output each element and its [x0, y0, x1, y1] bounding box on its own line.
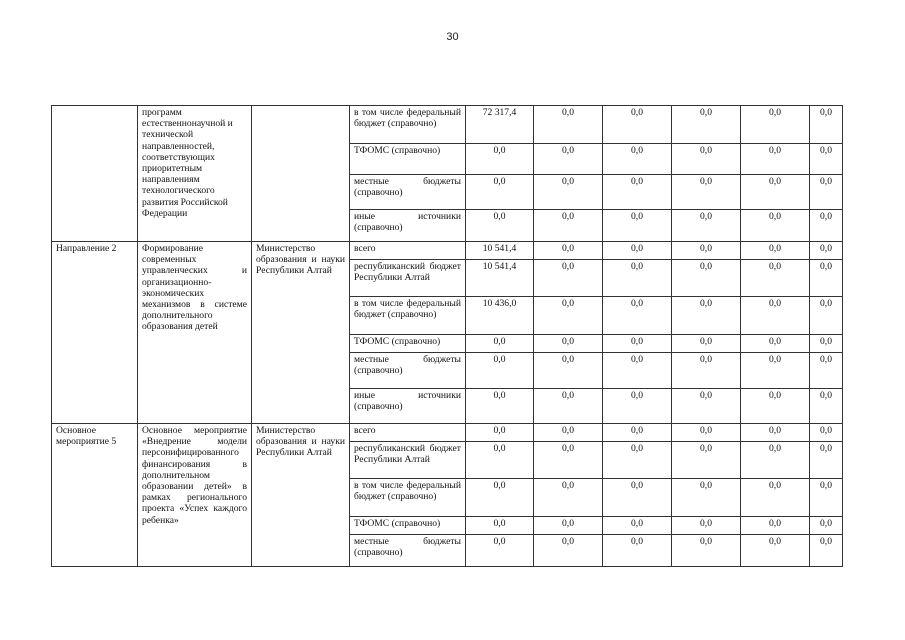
amount-cell-text: 0,0: [493, 425, 506, 436]
amount-cell: [466, 353, 534, 389]
amount-cell-text: 0,0: [493, 536, 506, 547]
amount-cell: [603, 335, 672, 353]
funding-source-cell: [350, 242, 466, 260]
amount-cell-text: 0,0: [700, 518, 712, 529]
amount-cell-text: 0,0: [562, 443, 574, 454]
amount-cell-text: 0,0: [700, 145, 712, 156]
amount-cell: [810, 335, 843, 353]
amount-cell: [534, 242, 603, 260]
amount-cell-text: 0,0: [769, 145, 781, 156]
funding-source-cell: [350, 479, 466, 517]
item-title-cell-text: программ естественнонаучной и технической направленностей, соответствующих приоритетным направлениям технологического развития Российской Федерации: [142, 107, 233, 219]
amount-cell-text: 0,0: [700, 425, 712, 436]
executor-cell-text: Министерство образования и науки Республики Алтай: [256, 425, 345, 459]
amount-cell: [603, 442, 672, 479]
amount-cell: [810, 353, 843, 389]
amount-cell-text: 0,0: [769, 518, 781, 529]
amount-cell: [603, 210, 672, 242]
amount-cell: [741, 144, 810, 175]
amount-cell-text: 0,0: [700, 211, 712, 222]
budget-table: [51, 105, 843, 567]
amount-cell-text: 0,0: [562, 243, 574, 254]
amount-cell-text: 0,0: [700, 480, 712, 491]
amount-cell: [534, 479, 603, 517]
amount-cell: [741, 297, 810, 335]
funding-source-cell: [350, 297, 466, 335]
amount-cell: [672, 297, 741, 335]
amount-cell-text: 0,0: [769, 211, 781, 222]
amount-cell: [603, 144, 672, 175]
item-code-cell: [52, 424, 138, 567]
amount-cell-text: 10 541,4: [482, 243, 517, 254]
funding-source-cell: [350, 260, 466, 297]
amount-cell: [534, 260, 603, 297]
amount-cell: [603, 517, 672, 535]
amount-cell-text: 0,0: [562, 336, 574, 347]
amount-cell: [672, 106, 741, 144]
funding-source-cell-text: ТФОМС (справочно): [354, 145, 441, 156]
funding-source-cell-text: республиканский бюджет Республики Алтай: [354, 443, 461, 466]
amount-cell-text: 0,0: [562, 354, 574, 365]
table-row: [52, 242, 843, 260]
amount-cell: [534, 175, 603, 210]
amount-cell: [466, 389, 534, 424]
amount-cell-text: 0,0: [769, 480, 781, 491]
amount-cell-text: 0,0: [820, 336, 832, 347]
executor-cell: [252, 242, 350, 424]
amount-cell-text: 0,0: [820, 298, 832, 309]
amount-cell: [603, 106, 672, 144]
amount-cell: [672, 479, 741, 517]
amount-cell-text: 0,0: [700, 261, 712, 272]
executor-cell: [252, 424, 350, 567]
funding-source-cell-text: ТФОМС (справочно): [354, 518, 441, 529]
item-code-cell: [52, 106, 138, 242]
item-title-cell-text: Формирование современных управленческих и организационно-экономических механизмов в системе дополнительного образования детей: [142, 243, 247, 333]
amount-cell: [810, 210, 843, 242]
amount-cell-text: 0,0: [700, 298, 712, 309]
amount-cell: [534, 297, 603, 335]
amount-cell: [810, 479, 843, 517]
amount-cell: [466, 517, 534, 535]
amount-cell-text: 0,0: [769, 107, 781, 118]
amount-cell-text: 0,0: [769, 261, 781, 272]
item-title-cell: [138, 106, 252, 242]
executor-cell: [252, 106, 350, 242]
amount-cell-text: 0,0: [562, 536, 574, 547]
funding-source-cell-text: республиканский бюджет Республики Алтай: [354, 261, 461, 284]
funding-source-cell-text: всего: [354, 425, 376, 436]
amount-cell-text: 0,0: [769, 536, 781, 547]
amount-cell: [672, 424, 741, 442]
amount-cell-text: 0,0: [700, 243, 712, 254]
amount-cell: [466, 106, 534, 144]
amount-cell: [810, 144, 843, 175]
amount-cell-text: 0,0: [700, 354, 712, 365]
amount-cell-text: 0,0: [493, 145, 506, 156]
amount-cell-text: 0,0: [631, 243, 643, 254]
amount-cell: [741, 517, 810, 535]
amount-cell-text: 0,0: [631, 298, 643, 309]
amount-cell-text: 0,0: [769, 298, 781, 309]
amount-cell: [534, 106, 603, 144]
amount-cell: [603, 479, 672, 517]
amount-cell: [603, 389, 672, 424]
funding-source-cell: [350, 335, 466, 353]
executor-cell-text: Министерство образования и науки Республики Алтай: [256, 243, 345, 277]
amount-cell-text: 0,0: [493, 176, 506, 187]
amount-cell: [672, 260, 741, 297]
amount-cell: [534, 210, 603, 242]
amount-cell-text: 0,0: [493, 211, 506, 222]
funding-source-cell: [350, 353, 466, 389]
amount-cell: [672, 517, 741, 535]
amount-cell: [534, 335, 603, 353]
amount-cell-text: 0,0: [820, 354, 832, 365]
amount-cell: [466, 297, 534, 335]
funding-source-cell-text: в том числе федеральный бюджет (справочно): [354, 107, 461, 130]
funding-source-cell: [350, 424, 466, 442]
amount-cell: [534, 144, 603, 175]
amount-cell-text: 0,0: [493, 443, 506, 454]
amount-cell-text: 0,0: [631, 536, 643, 547]
amount-cell: [741, 389, 810, 424]
amount-cell: [672, 535, 741, 567]
amount-cell-text: 0,0: [493, 390, 506, 401]
amount-cell-text: 0,0: [562, 145, 574, 156]
item-code-cell-text: Основное мероприятие 5: [56, 425, 117, 448]
amount-cell: [741, 353, 810, 389]
amount-cell-text: 0,0: [493, 480, 506, 491]
amount-cell-text: 10 436,0: [482, 298, 517, 309]
amount-cell: [603, 297, 672, 335]
amount-cell: [672, 210, 741, 242]
amount-cell: [741, 242, 810, 260]
funding-source-cell-text: в том числе федеральный бюджет (справочно): [354, 298, 461, 321]
amount-cell: [672, 353, 741, 389]
amount-cell: [672, 242, 741, 260]
amount-cell-text: 0,0: [631, 145, 643, 156]
amount-cell-text: 0,0: [769, 176, 781, 187]
amount-cell-text: 0,0: [562, 176, 574, 187]
amount-cell-text: 0,0: [820, 518, 832, 529]
amount-cell: [810, 106, 843, 144]
table-row: [52, 424, 843, 442]
amount-cell-text: 0,0: [562, 425, 574, 436]
amount-cell-text: 0,0: [700, 443, 712, 454]
amount-cell: [534, 535, 603, 567]
amount-cell: [466, 175, 534, 210]
amount-cell-text: 0,0: [820, 243, 832, 254]
amount-cell: [466, 479, 534, 517]
funding-source-cell: [350, 106, 466, 144]
funding-source-cell-text: в том числе федеральный бюджет (справочно): [354, 480, 461, 503]
amount-cell: [741, 335, 810, 353]
amount-cell-text: 0,0: [631, 443, 643, 454]
amount-cell-text: 0,0: [631, 425, 643, 436]
amount-cell-text: 0,0: [562, 480, 574, 491]
amount-cell: [810, 535, 843, 567]
item-title-cell: [138, 242, 252, 424]
funding-source-cell-text: местные бюджеты (справочно): [354, 354, 461, 377]
amount-cell: [810, 389, 843, 424]
amount-cell: [672, 442, 741, 479]
budget-table-body: [52, 106, 843, 567]
amount-cell: [672, 175, 741, 210]
funding-source-cell: [350, 442, 466, 479]
amount-cell-text: 0,0: [820, 107, 832, 118]
amount-cell-text: 0,0: [769, 336, 781, 347]
amount-cell: [466, 424, 534, 442]
amount-cell-text: 0,0: [820, 390, 832, 401]
amount-cell-text: 0,0: [562, 390, 574, 401]
amount-cell-text: 0,0: [769, 443, 781, 454]
amount-cell: [534, 517, 603, 535]
amount-cell-text: 0,0: [700, 336, 712, 347]
amount-cell: [466, 335, 534, 353]
funding-source-cell-text: иные источники (справочно): [354, 211, 461, 234]
amount-cell: [466, 260, 534, 297]
amount-cell-text: 0,0: [562, 107, 574, 118]
amount-cell: [810, 297, 843, 335]
amount-cell: [810, 517, 843, 535]
funding-source-cell: [350, 389, 466, 424]
amount-cell-text: 0,0: [820, 425, 832, 436]
amount-cell-text: 0,0: [631, 518, 643, 529]
amount-cell-text: 72 317,4: [482, 107, 517, 118]
amount-cell: [534, 442, 603, 479]
funding-source-cell: [350, 517, 466, 535]
amount-cell-text: 0,0: [769, 243, 781, 254]
amount-cell-text: 10 541,4: [482, 261, 517, 272]
funding-source-cell-text: местные бюджеты (справочно): [354, 536, 461, 559]
amount-cell-text: 0,0: [820, 261, 832, 272]
amount-cell: [741, 260, 810, 297]
amount-cell: [466, 210, 534, 242]
amount-cell: [810, 260, 843, 297]
item-title-cell-text: Основное мероприятие «Внедрение модели персонифицированного финансирования в дополнительном образовании детей» в рамках регионального проекта «Успех каждого ребенка»: [142, 425, 247, 526]
amount-cell-text: 0,0: [820, 443, 832, 454]
amount-cell-text: 0,0: [631, 354, 643, 365]
amount-cell-text: 0,0: [820, 145, 832, 156]
funding-source-cell-text: всего: [354, 243, 376, 254]
amount-cell-text: 0,0: [820, 536, 832, 547]
amount-cell: [603, 242, 672, 260]
amount-cell: [810, 442, 843, 479]
amount-cell: [603, 424, 672, 442]
amount-cell: [810, 175, 843, 210]
amount-cell: [534, 424, 603, 442]
amount-cell-text: 0,0: [769, 390, 781, 401]
amount-cell-text: 0,0: [631, 107, 643, 118]
amount-cell: [603, 260, 672, 297]
amount-cell-text: 0,0: [562, 261, 574, 272]
amount-cell-text: 0,0: [493, 354, 506, 365]
funding-source-cell-text: иные источники (справочно): [354, 390, 461, 413]
amount-cell-text: 0,0: [631, 480, 643, 491]
amount-cell: [741, 175, 810, 210]
amount-cell-text: 0,0: [820, 211, 832, 222]
amount-cell: [810, 424, 843, 442]
amount-cell: [741, 535, 810, 567]
funding-source-cell: [350, 175, 466, 210]
amount-cell-text: 0,0: [631, 336, 643, 347]
amount-cell: [466, 242, 534, 260]
amount-cell-text: 0,0: [820, 480, 832, 491]
funding-source-cell: [350, 144, 466, 175]
amount-cell-text: 0,0: [562, 211, 574, 222]
item-code-cell-text: Направление 2: [56, 243, 117, 254]
amount-cell: [741, 424, 810, 442]
amount-cell-text: 0,0: [493, 336, 506, 347]
amount-cell-text: 0,0: [631, 261, 643, 272]
amount-cell: [466, 535, 534, 567]
table-row: [52, 106, 843, 144]
amount-cell: [603, 535, 672, 567]
item-code-cell: [52, 242, 138, 424]
funding-source-cell-text: ТФОМС (справочно): [354, 336, 441, 347]
amount-cell: [741, 442, 810, 479]
amount-cell: [741, 106, 810, 144]
amount-cell-text: 0,0: [631, 176, 643, 187]
amount-cell-text: 0,0: [631, 211, 643, 222]
amount-cell: [466, 144, 534, 175]
funding-source-cell: [350, 535, 466, 567]
amount-cell-text: 0,0: [700, 536, 712, 547]
amount-cell-text: 0,0: [562, 518, 574, 529]
amount-cell: [603, 175, 672, 210]
amount-cell: [534, 353, 603, 389]
amount-cell-text: 0,0: [700, 176, 712, 187]
amount-cell-text: 0,0: [820, 176, 832, 187]
amount-cell-text: 0,0: [562, 298, 574, 309]
amount-cell-text: 0,0: [769, 425, 781, 436]
amount-cell-text: 0,0: [631, 390, 643, 401]
amount-cell-text: 0,0: [493, 518, 506, 529]
amount-cell: [741, 210, 810, 242]
funding-source-cell-text: местные бюджеты (справочно): [354, 176, 461, 199]
amount-cell-text: 0,0: [700, 107, 712, 118]
amount-cell: [534, 389, 603, 424]
page-number: 30: [446, 31, 459, 43]
funding-source-cell: [350, 210, 466, 242]
amount-cell: [603, 353, 672, 389]
amount-cell: [810, 242, 843, 260]
amount-cell: [672, 335, 741, 353]
item-title-cell: [138, 424, 252, 567]
amount-cell: [466, 442, 534, 479]
amount-cell-text: 0,0: [769, 354, 781, 365]
amount-cell: [672, 144, 741, 175]
amount-cell: [672, 389, 741, 424]
amount-cell: [741, 479, 810, 517]
amount-cell-text: 0,0: [700, 390, 712, 401]
